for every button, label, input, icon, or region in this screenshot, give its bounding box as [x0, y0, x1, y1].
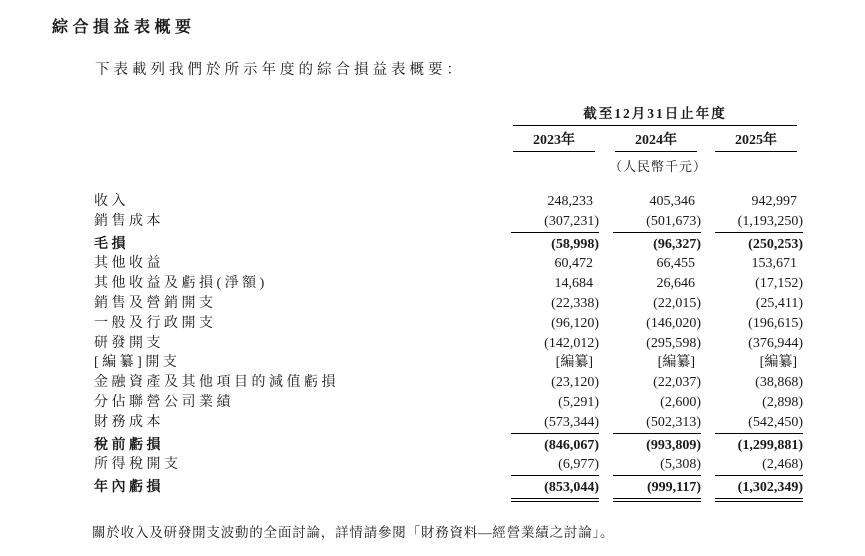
currency-unit-label: （人民幣千元）	[608, 159, 707, 174]
row-label: 一般及行政開支	[94, 315, 217, 331]
value-text: (501,673)	[646, 213, 701, 229]
table-row	[94, 455, 803, 475]
table-row	[94, 314, 803, 334]
value-text: (502,313)	[646, 414, 701, 430]
value-cell	[715, 436, 803, 456]
value-text: (853,044)	[544, 480, 599, 496]
row-label: 研發開支	[94, 335, 164, 351]
row-label: 其他收益及虧損(淨額)	[94, 276, 268, 292]
year-column-headers	[513, 129, 797, 152]
value-cell	[715, 274, 803, 294]
value-cell	[511, 192, 599, 212]
value-text: (146,020)	[646, 315, 701, 331]
row-label: 分佔聯營公司業績	[94, 394, 234, 410]
value-text: (38,868)	[755, 375, 803, 391]
row-label: 稅前虧損	[94, 437, 164, 453]
value-text: (1,299,881)	[737, 437, 803, 453]
row-label: 銷售及營銷開支	[94, 295, 217, 311]
column-header-year: 2024年	[615, 129, 697, 152]
value-text: [編纂]	[759, 355, 797, 371]
value-text: (376,944)	[748, 335, 803, 351]
value-text: (1,193,250)	[737, 213, 803, 229]
value-text: 405,346	[649, 194, 695, 209]
table-row	[94, 274, 803, 294]
value-cell	[511, 212, 599, 233]
value-cell	[511, 353, 599, 373]
value-text: (96,120)	[551, 315, 599, 331]
value-text: 26,646	[656, 276, 695, 292]
value-cell	[715, 294, 803, 314]
value-cell	[613, 294, 701, 314]
value-text: (2,898)	[762, 394, 803, 410]
row-label: 財務成本	[94, 414, 164, 430]
row-label: 年內虧損	[94, 480, 164, 496]
value-text: (999,117)	[646, 480, 701, 496]
value-cell	[715, 254, 803, 274]
table-row	[94, 436, 803, 456]
value-text: 14,684	[554, 276, 593, 292]
row-label: [編纂]開支	[94, 355, 181, 371]
value-cell	[511, 478, 599, 502]
value-text: (846,067)	[544, 437, 599, 453]
value-cell	[715, 455, 803, 476]
value-cell	[511, 334, 599, 354]
value-text: (250,253)	[748, 236, 803, 252]
page-title: 綜合損益表概要	[52, 19, 196, 36]
value-text: (196,615)	[748, 315, 803, 331]
value-text: 248,233	[547, 194, 593, 209]
value-cell	[613, 455, 701, 476]
table-row	[94, 212, 803, 232]
value-text: [編纂]	[657, 355, 695, 371]
value-cell	[613, 274, 701, 294]
value-cell	[613, 212, 701, 233]
value-text: 60,472	[554, 256, 593, 272]
value-text: (25,411)	[755, 295, 803, 311]
value-cell	[511, 436, 599, 456]
value-cell	[715, 334, 803, 354]
value-cell	[511, 294, 599, 314]
row-label: 毛損	[94, 236, 129, 252]
value-cell	[715, 393, 803, 413]
value-cell	[511, 413, 599, 434]
value-text: (17,152)	[755, 276, 803, 292]
table-row	[94, 393, 803, 413]
value-cell	[613, 254, 701, 274]
value-cell	[511, 393, 599, 413]
value-text: (5,291)	[558, 394, 599, 410]
value-cell	[613, 393, 701, 413]
value-text: 153,671	[751, 256, 797, 272]
value-text: (573,344)	[544, 414, 599, 430]
value-cell	[613, 436, 701, 456]
value-text: (1,302,349)	[737, 480, 803, 496]
value-text: (295,598)	[646, 335, 701, 351]
value-cell	[613, 353, 701, 373]
row-label: 收入	[94, 194, 129, 209]
value-cell	[613, 478, 701, 502]
column-header-year: 2025年	[715, 129, 797, 152]
table-row	[94, 235, 803, 255]
value-text: (22,015)	[653, 295, 701, 311]
table-row	[94, 413, 803, 433]
value-text: (22,338)	[551, 295, 599, 311]
row-label: 銷售成本	[94, 213, 164, 229]
value-text: 942,997	[751, 194, 797, 209]
value-text: (2,600)	[660, 394, 701, 410]
row-label: 金融資產及其他項目的減值虧損	[94, 375, 339, 391]
value-cell	[511, 314, 599, 334]
value-cell	[613, 192, 701, 212]
value-text: (6,977)	[558, 457, 599, 473]
value-text: [編纂]	[555, 355, 593, 371]
value-cell	[613, 334, 701, 354]
value-text: (22,037)	[653, 375, 701, 391]
value-cell	[613, 413, 701, 434]
value-cell	[511, 274, 599, 294]
row-label: 所得稅開支	[94, 457, 182, 473]
period-header: 截至12月31日止年度	[513, 102, 797, 126]
value-text: (142,012)	[544, 335, 599, 351]
value-text: (58,998)	[551, 236, 599, 252]
value-text: (2,468)	[762, 457, 803, 473]
income-statement-table	[94, 192, 803, 498]
table-row	[94, 353, 803, 373]
value-cell	[715, 235, 803, 255]
table-row	[94, 373, 803, 393]
value-text: (542,450)	[748, 414, 803, 430]
value-cell	[715, 212, 803, 233]
value-cell	[511, 235, 599, 255]
value-cell	[715, 413, 803, 434]
row-label: 其他收益	[94, 256, 164, 272]
value-cell	[715, 478, 803, 502]
footer-note: 關於收入及研發開支波動的全面討論，詳情請參閱「財務資料—經營業績之討論」。	[92, 525, 615, 540]
intro-text: 下表載列我們於所示年度的綜合損益表概要：	[95, 62, 465, 78]
value-text: (993,809)	[646, 437, 701, 453]
value-cell	[511, 455, 599, 476]
value-text: (307,231)	[544, 213, 599, 229]
table-row	[94, 192, 803, 212]
value-cell	[511, 373, 599, 393]
value-text: (5,308)	[660, 457, 701, 473]
value-cell	[715, 192, 803, 212]
table-row	[94, 294, 803, 314]
value-text: (96,327)	[653, 236, 701, 252]
table-row	[94, 334, 803, 354]
value-cell	[715, 353, 803, 373]
value-cell	[613, 314, 701, 334]
table-row	[94, 254, 803, 274]
column-header-year: 2023年	[513, 129, 595, 152]
value-cell	[511, 254, 599, 274]
value-text: 66,455	[656, 256, 695, 272]
value-cell	[613, 235, 701, 255]
table-row	[94, 478, 803, 498]
value-cell	[613, 373, 701, 393]
value-cell	[715, 314, 803, 334]
value-text: (23,120)	[551, 375, 599, 391]
value-cell	[715, 373, 803, 393]
